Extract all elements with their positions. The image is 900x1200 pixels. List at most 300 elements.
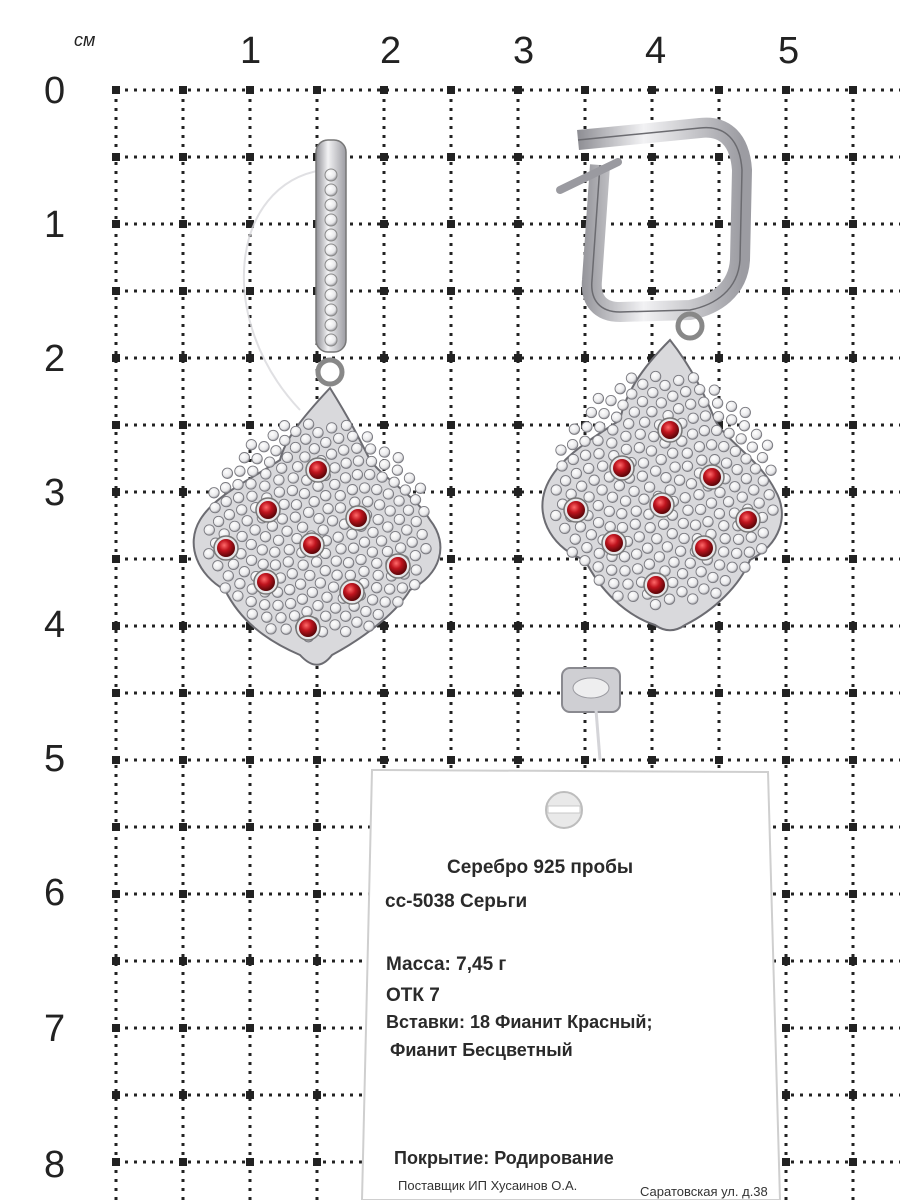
clear-stone xyxy=(740,562,750,572)
red-stone xyxy=(567,501,585,519)
bar-stone xyxy=(325,184,337,196)
red-stone xyxy=(217,539,235,557)
clear-stone xyxy=(277,463,287,473)
clear-stone xyxy=(642,543,652,553)
bar-stone xyxy=(325,214,337,226)
clear-stone xyxy=(551,485,561,495)
clear-stone xyxy=(258,559,268,569)
clear-stone xyxy=(732,464,742,474)
clear-stone xyxy=(758,528,768,538)
clear-stone xyxy=(328,582,338,592)
clear-stone xyxy=(681,387,691,397)
bar-stone xyxy=(325,289,337,301)
bar-stone xyxy=(325,199,337,211)
clear-stone xyxy=(239,453,249,463)
clear-stone xyxy=(385,506,395,516)
clear-stone xyxy=(246,596,256,606)
clear-stone xyxy=(400,485,410,495)
clear-stone xyxy=(273,535,283,545)
clear-stone xyxy=(246,555,256,565)
clear-stone xyxy=(688,594,698,604)
clear-stone xyxy=(348,543,358,553)
clear-stone xyxy=(570,534,580,544)
clear-stone xyxy=(623,579,633,589)
clear-stone xyxy=(373,514,383,524)
clear-stone xyxy=(644,559,654,569)
clear-stone xyxy=(694,490,704,500)
y-scale-label-3: 3 xyxy=(44,472,66,514)
clear-stone xyxy=(247,491,257,501)
clear-stone xyxy=(638,379,648,389)
y-scale-label-2: 2 xyxy=(44,338,66,380)
clear-stone xyxy=(621,431,631,441)
clear-stone xyxy=(323,504,333,514)
clear-stone xyxy=(233,479,243,489)
clear-stone xyxy=(320,566,330,576)
clear-stone xyxy=(313,600,323,610)
clear-stone xyxy=(382,546,392,556)
clear-stone xyxy=(394,514,404,524)
clear-stone xyxy=(268,430,278,440)
clear-stone xyxy=(652,534,662,544)
clear-stone xyxy=(651,466,661,476)
clear-stone xyxy=(297,522,307,532)
clear-stone xyxy=(394,496,404,506)
clear-stone xyxy=(407,537,417,547)
clear-stone xyxy=(311,557,321,567)
clear-stone xyxy=(766,465,776,475)
clear-stone xyxy=(341,458,351,468)
clear-stone xyxy=(246,479,256,489)
red-stone xyxy=(703,468,721,486)
clear-stone xyxy=(239,567,249,577)
clear-stone xyxy=(210,502,220,512)
clear-stone xyxy=(396,543,406,553)
red-stone xyxy=(299,619,317,637)
clear-stone xyxy=(649,431,659,441)
clear-stone xyxy=(246,440,256,450)
clear-stone xyxy=(662,542,672,552)
red-stone xyxy=(349,509,367,527)
clear-stone xyxy=(341,611,351,621)
clear-stone xyxy=(714,560,724,570)
y-scale-label-6: 6 xyxy=(44,872,66,914)
clear-stone xyxy=(695,384,705,394)
clear-stone xyxy=(639,494,649,504)
bar-stone xyxy=(325,319,337,331)
clear-stone xyxy=(650,371,660,381)
x-scale-label-2: 2 xyxy=(380,30,402,72)
clear-stone xyxy=(584,463,594,473)
clear-stone xyxy=(744,547,754,557)
clear-stone xyxy=(304,507,314,517)
bar-stone xyxy=(325,244,337,256)
clear-stone xyxy=(331,556,341,566)
y-scale-label-8: 8 xyxy=(44,1144,66,1186)
clear-stone xyxy=(637,471,647,481)
clear-stone xyxy=(223,571,233,581)
clear-stone xyxy=(699,426,709,436)
clear-stone xyxy=(221,496,231,506)
clear-stone xyxy=(341,420,351,430)
clear-stone xyxy=(556,445,566,455)
clear-stone xyxy=(356,554,366,564)
clear-stone xyxy=(307,587,317,597)
clear-stone xyxy=(287,485,297,495)
red-stone xyxy=(257,573,275,591)
clear-stone xyxy=(347,485,357,495)
bar-stone xyxy=(325,229,337,241)
clear-stone xyxy=(688,577,698,587)
clear-stone xyxy=(360,483,370,493)
clear-stone xyxy=(352,470,362,480)
clear-stone xyxy=(261,469,271,479)
clear-stone xyxy=(695,504,705,514)
clear-stone xyxy=(274,475,284,485)
clear-stone xyxy=(363,497,373,507)
clear-stone xyxy=(696,567,706,577)
clear-stone xyxy=(339,445,349,455)
clear-stone xyxy=(315,578,325,588)
clear-stone xyxy=(687,429,697,439)
clear-stone xyxy=(640,417,650,427)
clear-stone xyxy=(620,496,630,506)
clear-stone xyxy=(393,453,403,463)
clear-stone xyxy=(669,557,679,567)
clear-stone xyxy=(372,558,382,568)
clear-stone xyxy=(661,473,671,483)
clear-stone xyxy=(280,435,290,445)
clear-stone xyxy=(703,517,713,527)
clear-stone xyxy=(682,448,692,458)
clear-stone xyxy=(586,530,596,540)
clear-stone xyxy=(694,442,704,452)
clear-stone xyxy=(330,620,340,630)
clear-stone xyxy=(209,488,219,498)
clear-stone xyxy=(580,436,590,446)
clear-stone xyxy=(593,393,603,403)
clear-stone xyxy=(213,516,223,526)
clear-stone xyxy=(389,477,399,487)
clear-stone xyxy=(327,423,337,433)
clear-stone xyxy=(279,421,289,431)
clear-stone xyxy=(410,580,420,590)
tag-coating: Покрытие: Родирование xyxy=(394,1148,614,1168)
clear-stone xyxy=(634,532,644,542)
clear-stone xyxy=(660,380,670,390)
clear-stone xyxy=(379,447,389,457)
clear-stone xyxy=(629,486,639,496)
y-scale-label-1: 1 xyxy=(44,204,66,246)
clear-stone xyxy=(340,473,350,483)
clear-stone xyxy=(628,591,638,601)
clear-stone xyxy=(582,542,592,552)
clear-stone xyxy=(332,570,342,580)
clear-stone xyxy=(295,579,305,589)
clear-stone xyxy=(336,544,346,554)
clear-stone xyxy=(374,500,384,510)
clear-stone xyxy=(287,569,297,579)
clear-stone xyxy=(700,411,710,421)
clear-stone xyxy=(580,556,590,566)
clear-stone xyxy=(291,500,301,510)
clear-stone xyxy=(629,407,639,417)
clear-stone xyxy=(594,449,604,459)
clear-stone xyxy=(690,520,700,530)
clear-stone xyxy=(557,461,567,471)
clear-stone xyxy=(604,506,614,516)
clear-stone xyxy=(720,534,730,544)
clear-stone xyxy=(411,565,421,575)
clear-stone xyxy=(719,441,729,451)
clear-stone xyxy=(248,466,258,476)
red-stone xyxy=(695,539,713,557)
clear-stone xyxy=(685,558,695,568)
clear-stone xyxy=(551,510,561,520)
clear-stone xyxy=(410,550,420,560)
clear-stone xyxy=(626,373,636,383)
clear-stone xyxy=(631,506,641,516)
clear-stone xyxy=(724,428,734,438)
clear-stone xyxy=(333,532,343,542)
clear-stone xyxy=(359,537,369,547)
clear-stone xyxy=(730,446,740,456)
clear-stone xyxy=(751,429,761,439)
clear-stone xyxy=(282,526,292,536)
clear-stone xyxy=(621,444,631,454)
clear-stone xyxy=(220,483,230,493)
clear-stone xyxy=(259,442,269,452)
clear-stone xyxy=(719,547,729,557)
red-stone xyxy=(259,501,277,519)
clear-stone xyxy=(293,462,303,472)
clear-stone xyxy=(334,433,344,443)
clear-stone xyxy=(599,408,609,418)
clear-stone xyxy=(757,544,767,554)
clear-stone xyxy=(721,458,731,468)
clear-stone xyxy=(747,442,757,452)
clear-stone xyxy=(680,493,690,503)
clear-stone xyxy=(383,522,393,532)
x-scale-label-3: 3 xyxy=(513,30,535,72)
bar-stone xyxy=(325,304,337,316)
clear-stone xyxy=(711,588,721,598)
clear-stone xyxy=(637,396,647,406)
clear-stone xyxy=(584,492,594,502)
clear-stone xyxy=(297,594,307,604)
clear-stone xyxy=(762,440,772,450)
clear-stone xyxy=(593,562,603,572)
clear-stone xyxy=(593,500,603,510)
clear-stone xyxy=(365,469,375,479)
clear-stone xyxy=(634,443,644,453)
clear-stone xyxy=(593,435,603,445)
clear-stone xyxy=(330,479,340,489)
clear-stone xyxy=(682,461,692,471)
clear-stone xyxy=(224,510,234,520)
clear-stone xyxy=(273,600,283,610)
clear-stone xyxy=(343,558,353,568)
clear-stone xyxy=(321,491,331,501)
y-scale-label-0: 0 xyxy=(44,70,66,112)
clear-stone xyxy=(282,452,292,462)
clear-stone xyxy=(289,611,299,621)
clear-stone xyxy=(362,432,372,442)
clear-stone xyxy=(668,448,678,458)
clear-stone xyxy=(260,600,270,610)
clear-stone xyxy=(737,492,747,502)
clear-stone xyxy=(736,434,746,444)
clear-stone xyxy=(614,481,624,491)
clear-stone xyxy=(648,387,658,397)
clear-stone xyxy=(677,569,687,579)
x-scale-label-5: 5 xyxy=(778,30,800,72)
clear-stone xyxy=(220,583,230,593)
clear-stone xyxy=(699,584,709,594)
red-stone xyxy=(309,461,327,479)
clear-stone xyxy=(754,498,764,508)
clear-stone xyxy=(237,531,247,541)
clear-stone xyxy=(597,485,607,495)
clear-stone xyxy=(309,444,319,454)
clear-stone xyxy=(285,585,295,595)
clear-stone xyxy=(309,497,319,507)
left-earring xyxy=(194,140,441,665)
clear-stone xyxy=(246,539,256,549)
clear-stone xyxy=(714,509,724,519)
clear-stone xyxy=(726,415,736,425)
clear-stone xyxy=(615,384,625,394)
clear-stone xyxy=(686,479,696,489)
clear-stone xyxy=(630,519,640,529)
clear-stone xyxy=(697,455,707,465)
clear-stone xyxy=(607,438,617,448)
clear-stone xyxy=(270,547,280,557)
clear-stone xyxy=(352,443,362,453)
tag-mass: Масса: 7,45 г xyxy=(386,954,507,975)
clear-stone xyxy=(635,429,645,439)
clear-stone xyxy=(330,603,340,613)
clear-stone xyxy=(571,468,581,478)
clear-stone xyxy=(235,579,245,589)
clear-stone xyxy=(582,422,592,432)
clear-stone xyxy=(707,440,717,450)
clear-stone xyxy=(314,513,324,523)
x-scale-label-1: 1 xyxy=(240,30,262,72)
clear-stone xyxy=(650,599,660,609)
red-stone xyxy=(647,576,665,594)
bar-stone xyxy=(325,169,337,181)
clear-stone xyxy=(403,505,413,515)
clear-stone xyxy=(368,527,378,537)
clear-stone xyxy=(283,557,293,567)
clear-stone xyxy=(321,437,331,447)
clear-stone xyxy=(290,512,300,522)
clear-stone xyxy=(668,391,678,401)
clear-stone xyxy=(271,446,281,456)
tag-address: Саратовская ул. д.38 xyxy=(640,1184,768,1199)
clear-stone xyxy=(646,446,656,456)
clear-stone xyxy=(321,611,331,621)
clear-stone xyxy=(594,548,604,558)
clear-stone xyxy=(732,548,742,558)
clear-stone xyxy=(298,560,308,570)
red-stone xyxy=(605,534,623,552)
clear-stone xyxy=(609,578,619,588)
clear-stone xyxy=(417,529,427,539)
clear-stone xyxy=(247,609,257,619)
clear-stone xyxy=(366,456,376,466)
red-stone xyxy=(661,421,679,439)
clear-stone xyxy=(624,419,634,429)
clear-stone xyxy=(606,395,616,405)
clear-stone xyxy=(410,495,420,505)
y-scale-label-4: 4 xyxy=(44,604,66,646)
clear-stone xyxy=(222,468,232,478)
clear-stone xyxy=(567,547,577,557)
clear-stone xyxy=(656,398,666,408)
clear-stone xyxy=(746,532,756,542)
clear-stone xyxy=(633,564,643,574)
bar-stone xyxy=(325,274,337,286)
earring-back xyxy=(562,668,620,760)
clear-stone xyxy=(726,401,736,411)
clear-stone xyxy=(341,626,351,636)
clear-stone xyxy=(262,612,272,622)
clear-stone xyxy=(618,400,628,410)
clear-stone xyxy=(421,544,431,554)
clear-stone xyxy=(299,488,309,498)
clear-stone xyxy=(367,547,377,557)
clear-stone xyxy=(364,621,374,631)
clear-stone xyxy=(620,566,630,576)
clear-stone xyxy=(710,455,720,465)
clear-stone xyxy=(372,583,382,593)
clear-stone xyxy=(365,444,375,454)
clear-stone xyxy=(677,587,687,597)
clear-stone xyxy=(359,566,369,576)
clear-stone xyxy=(586,407,596,417)
clear-stone xyxy=(683,505,693,515)
clear-stone xyxy=(372,484,382,494)
clear-stone xyxy=(274,487,284,497)
clear-stone xyxy=(577,481,587,491)
bar-stone xyxy=(325,259,337,271)
red-stone xyxy=(343,583,361,601)
clear-stone xyxy=(740,407,750,417)
clear-stone xyxy=(383,489,393,499)
y-scale-label-7: 7 xyxy=(44,1008,66,1050)
clear-stone xyxy=(568,454,578,464)
clear-stone xyxy=(749,485,759,495)
red-stone xyxy=(653,496,671,514)
clear-stone xyxy=(242,516,252,526)
clear-stone xyxy=(318,525,328,535)
clear-stone xyxy=(580,450,590,460)
clear-stone xyxy=(608,425,618,435)
clear-stone xyxy=(327,516,337,526)
clear-stone xyxy=(739,421,749,431)
clear-stone xyxy=(664,594,674,604)
clear-stone xyxy=(230,521,240,531)
clear-stone xyxy=(594,575,604,585)
clear-stone xyxy=(204,525,214,535)
clear-stone xyxy=(764,490,774,500)
clear-stone xyxy=(567,439,577,449)
clear-stone xyxy=(415,483,425,493)
clear-stone xyxy=(204,549,214,559)
clear-stone xyxy=(237,505,247,515)
